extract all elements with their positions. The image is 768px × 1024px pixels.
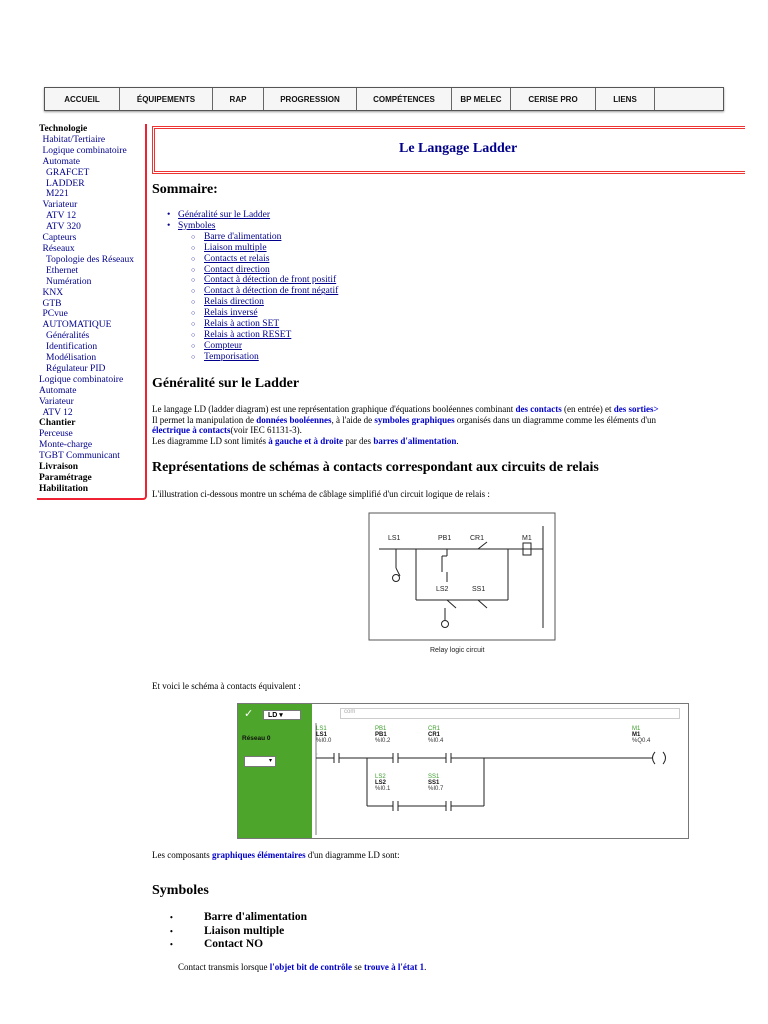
- sommaire-heading: Sommaire:: [152, 182, 218, 197]
- contact-name: SS1: [428, 774, 440, 780]
- nav-item[interactable]: RAP: [213, 88, 264, 110]
- section-heading-representations: Représentations de schémas à contacts correspondant aux circuits de relais: [152, 460, 599, 475]
- sidebar-item[interactable]: Logique combinatoire: [39, 374, 124, 385]
- relay-label: LS2: [436, 586, 449, 593]
- sidebar-item[interactable]: KNX: [42, 287, 64, 298]
- nav-item[interactable]: LIENS: [596, 88, 655, 110]
- text-run: .: [424, 962, 427, 972]
- sidebar-item[interactable]: Automate: [39, 385, 77, 396]
- sidebar-item[interactable]: Chantier: [39, 418, 76, 429]
- text-run: (en entrée) et: [561, 404, 614, 414]
- highlight-text: des sorties>: [613, 404, 659, 414]
- nav-item[interactable]: BP MELEC: [452, 88, 511, 110]
- nav-item[interactable]: CERISE PRO: [511, 88, 596, 110]
- relay-intro-text: L'illustration ci-dessous montre un schéma de câblage simplifié d'un circuit logique de relais :: [152, 489, 490, 499]
- toc-link[interactable]: ○ Temporisation: [165, 352, 338, 363]
- text-run: Il permet la manipulation de: [152, 414, 257, 425]
- sidebar-item[interactable]: M221: [46, 189, 69, 200]
- sidebar-nav: [37, 124, 147, 500]
- network-label: Réseau 0: [242, 735, 271, 742]
- list-item: • Barre d'alimentation: [170, 911, 307, 925]
- contact-address: %I0.2: [375, 738, 391, 744]
- toc-link[interactable]: ○ Liaison multiple: [165, 243, 338, 254]
- sidebar-item[interactable]: Topologie des Réseaux: [46, 254, 134, 265]
- highlight-text: l'objet bit de contrôle: [269, 962, 352, 972]
- text-run: Le langage LD (ladder diagram) est une représentation graphique d'équations booléennes combinant: [152, 404, 516, 414]
- sidebar-item[interactable]: AUTOMATIQUE: [42, 320, 112, 331]
- text-run: Les diagramme LD sont limités: [152, 435, 269, 446]
- sidebar-item[interactable]: Capteurs: [42, 233, 77, 244]
- sidebar-item[interactable]: ATV 12: [46, 211, 77, 222]
- nav-item[interactable]: COMPÉTENCES: [357, 88, 452, 110]
- sidebar-item[interactable]: Généralités: [46, 331, 90, 342]
- sidebar-item[interactable]: Variateur: [39, 396, 74, 407]
- network-dropdown[interactable]: ▾: [244, 756, 276, 767]
- highlight-text: trouve à l'état 1: [364, 962, 425, 972]
- toc-link[interactable]: • Symboles: [165, 221, 338, 232]
- sidebar-item[interactable]: Régulateur PID: [46, 363, 106, 374]
- sidebar-item[interactable]: Paramétrage: [39, 473, 92, 483]
- contact-name: LS1: [316, 726, 327, 732]
- toc-link[interactable]: ○ Relais à action SET: [165, 319, 338, 330]
- toc-link[interactable]: ○ Relais direction: [165, 297, 338, 308]
- relay-caption: Relay logic circuit: [430, 647, 485, 654]
- sidebar-item[interactable]: GRAFCET: [46, 167, 90, 178]
- highlight-text: graphiques élémentaires: [212, 850, 306, 860]
- contact-address: %I0.4: [428, 738, 444, 744]
- relay-logic-figure: [368, 512, 556, 660]
- nav-item[interactable]: ÉQUIPEMENTS: [120, 88, 213, 110]
- contact-label: PB1: [375, 732, 387, 738]
- relay-label: M1: [522, 535, 532, 542]
- sidebar-item[interactable]: Modélisation: [46, 353, 97, 364]
- text-run: .: [456, 435, 459, 446]
- sidebar-item[interactable]: Perceuse: [39, 429, 73, 440]
- toc-link[interactable]: ○ Relais à action RESET: [165, 330, 338, 341]
- nav-spacer: [655, 88, 681, 110]
- ladder-intro-text: Et voici le schéma à contacts équivalent :: [152, 681, 301, 691]
- symboles-heading: Symboles: [152, 883, 209, 898]
- contact-address: %I0.1: [375, 786, 391, 792]
- text-run: Contact transmis lorsque: [178, 962, 270, 972]
- contact-label: LS2: [375, 780, 387, 786]
- language-select-value: LD: [268, 712, 278, 719]
- toc-link[interactable]: • Généralité sur le Ladder: [165, 210, 338, 221]
- highlight-text: symboles graphiques: [374, 414, 455, 425]
- sidebar-item[interactable]: ATV 320: [46, 222, 81, 233]
- coil-label: M1: [632, 732, 641, 738]
- page-title: Le Langage Ladder: [399, 141, 518, 156]
- nav-item[interactable]: PROGRESSION: [264, 88, 357, 110]
- table-of-contents: [165, 210, 338, 363]
- para-line: [152, 415, 752, 426]
- relay-label: SS1: [472, 586, 486, 593]
- ladder-rungs: [312, 720, 686, 838]
- contact-address: %I0.7: [428, 786, 444, 792]
- toc-link[interactable]: ○ Relais inversé: [165, 308, 338, 319]
- ladder-side-panel: [238, 704, 312, 838]
- sidebar-item[interactable]: Technologie: [39, 124, 88, 134]
- text-run: Les composants: [152, 850, 212, 860]
- section-heading-generalite: Généralité sur le Ladder: [152, 376, 300, 391]
- highlight-text: barres d'alimentation: [373, 435, 457, 446]
- text-run: organisés dans un diagramme comme les éléments d'un: [454, 414, 657, 425]
- sidebar-item[interactable]: TGBT Communicant: [39, 451, 120, 462]
- sidebar-item[interactable]: Livraison: [39, 462, 79, 473]
- toc-link[interactable]: ○ Contacts et relais: [165, 254, 338, 265]
- coil-address: %Q0.4: [632, 738, 651, 744]
- ladder-diagram-figure: [237, 703, 689, 839]
- toc-link[interactable]: ○ Barre d'alimentation: [165, 232, 338, 243]
- sidebar-item[interactable]: Habitat/Tertiaire: [42, 134, 106, 145]
- nav-item[interactable]: ACCUEIL: [45, 88, 120, 110]
- sidebar-item[interactable]: Logique combinatoire: [42, 145, 127, 156]
- contact-label: LS1: [316, 732, 328, 738]
- coil-name: M1: [632, 726, 641, 732]
- text-run: , à l'aide de: [331, 414, 375, 425]
- generalite-paragraph: [152, 404, 752, 446]
- sidebar-item[interactable]: Numération: [46, 276, 92, 287]
- contact-name: PB1: [375, 726, 387, 732]
- relay-label: PB1: [438, 535, 452, 542]
- relay-label: CR1: [470, 535, 485, 542]
- para-line: [152, 436, 752, 447]
- sidebar-item[interactable]: PCvue: [42, 309, 68, 320]
- sidebar-item[interactable]: ATV 12: [42, 407, 73, 418]
- text-run: d'un diagramme LD sont:: [305, 850, 400, 860]
- checkmark-icon: ✓: [244, 708, 254, 720]
- contact-name: LS2: [375, 774, 386, 780]
- text-run: se: [352, 962, 364, 972]
- sidebar-item[interactable]: GTB: [42, 298, 62, 309]
- text-run: par des: [343, 435, 374, 446]
- toc-link[interactable]: ○ Contact direction: [165, 265, 338, 276]
- sidebar-item[interactable]: Automate: [42, 156, 80, 167]
- highlight-text: données booléennes: [256, 414, 332, 425]
- top-nav: [44, 87, 724, 111]
- contact-address: %I0.0: [316, 738, 332, 744]
- sidebar-item[interactable]: Habilitation: [39, 483, 89, 494]
- toc-link[interactable]: ○ Contact à détection de front positif: [165, 275, 338, 286]
- list-item: • Liaison multiple: [170, 925, 307, 939]
- para-line: [152, 425, 752, 436]
- contact-no-description: [178, 962, 426, 973]
- highlight-text: des contacts: [515, 404, 562, 414]
- list-item: • Contact NO: [170, 938, 307, 952]
- contact-name: CR1: [428, 726, 441, 732]
- text-run: (voir IEC 61131-3).: [230, 425, 302, 435]
- sidebar-item[interactable]: LADDER: [46, 178, 85, 189]
- highlight-text: à gauche et à droite: [268, 435, 344, 446]
- page-title-box: [152, 126, 745, 174]
- language-select[interactable]: LD ▾: [263, 710, 301, 720]
- highlight-text: électrique à contacts: [152, 425, 231, 435]
- contact-label: CR1: [428, 732, 441, 738]
- toc-link[interactable]: ○ Compteur: [165, 341, 338, 352]
- components-text: [152, 850, 400, 861]
- para-line: [152, 404, 752, 415]
- sidebar-item[interactable]: Variateur: [42, 200, 78, 211]
- sidebar-item[interactable]: Monte-charge: [39, 440, 93, 451]
- toc-link[interactable]: ○ Contact à détection de front négatif: [165, 286, 338, 297]
- relay-label: LS1: [388, 535, 401, 542]
- contact-label: SS1: [428, 780, 440, 786]
- sidebar-item[interactable]: Ethernet: [46, 265, 79, 276]
- comment-input[interactable]: com: [340, 708, 680, 719]
- sidebar-item[interactable]: Identification: [46, 342, 98, 353]
- symbols-list: [170, 911, 307, 952]
- sidebar-item[interactable]: Réseaux: [42, 243, 75, 254]
